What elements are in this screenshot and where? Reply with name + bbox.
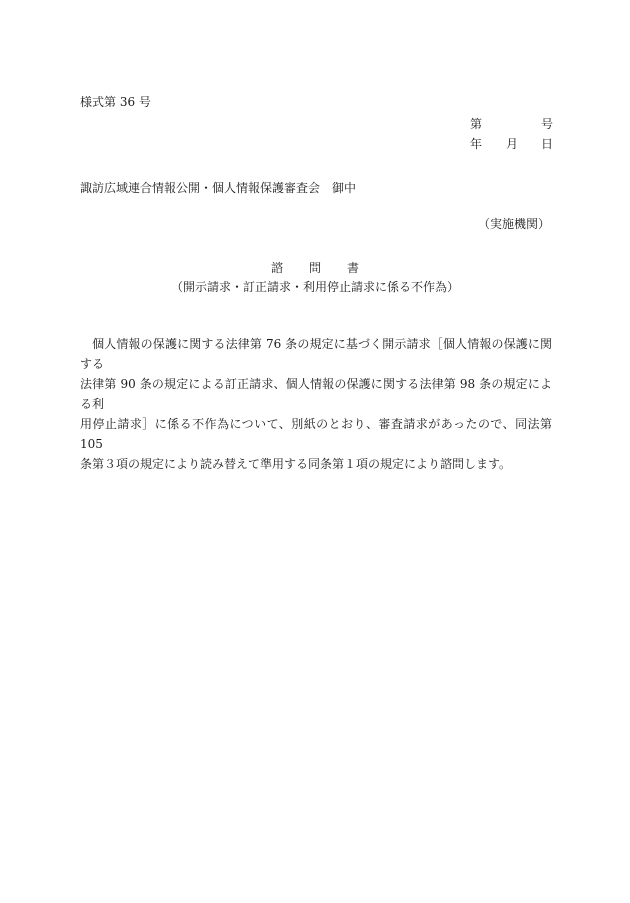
body-line-4: 条第３項の規定により読み替えて準用する同条第１項の規定により諮問します。 [80,457,512,471]
body-text [80,334,552,474]
body-line-3: 用停止請求］に係る不作為について、別紙のとおり、審査請求があったので、同法第 105 [80,417,552,451]
document-subtitle: （開示請求・訂正請求・利用停止請求に係る不作為） [170,280,459,294]
document-number-suffix: 号 [541,117,554,131]
date-year: 年 [470,137,483,151]
body-line-1: 個人情報の保護に関する法律第 76 条の規定に基づく開示請求［個人情報の保護に関する [80,337,552,371]
recipient: 諏訪広域連合情報公開・個人情報保護審査会 御中 [80,181,357,195]
body-line-2: 法律第 90 条の規定による訂正請求、個人情報の保護に関する法律第 98 条の規定による利 [80,377,552,411]
form-number: 様式第 36 号 [80,95,151,109]
title-char-1: 諮 [270,261,283,275]
document-number-prefix: 第 [470,117,483,131]
title-char-2: 問 [308,261,321,275]
title-char-3: 書 [347,261,360,275]
date-day: 日 [541,137,554,151]
date-month: 月 [506,137,519,151]
document-title [0,260,630,276]
sender: （実施機関） [477,217,550,231]
